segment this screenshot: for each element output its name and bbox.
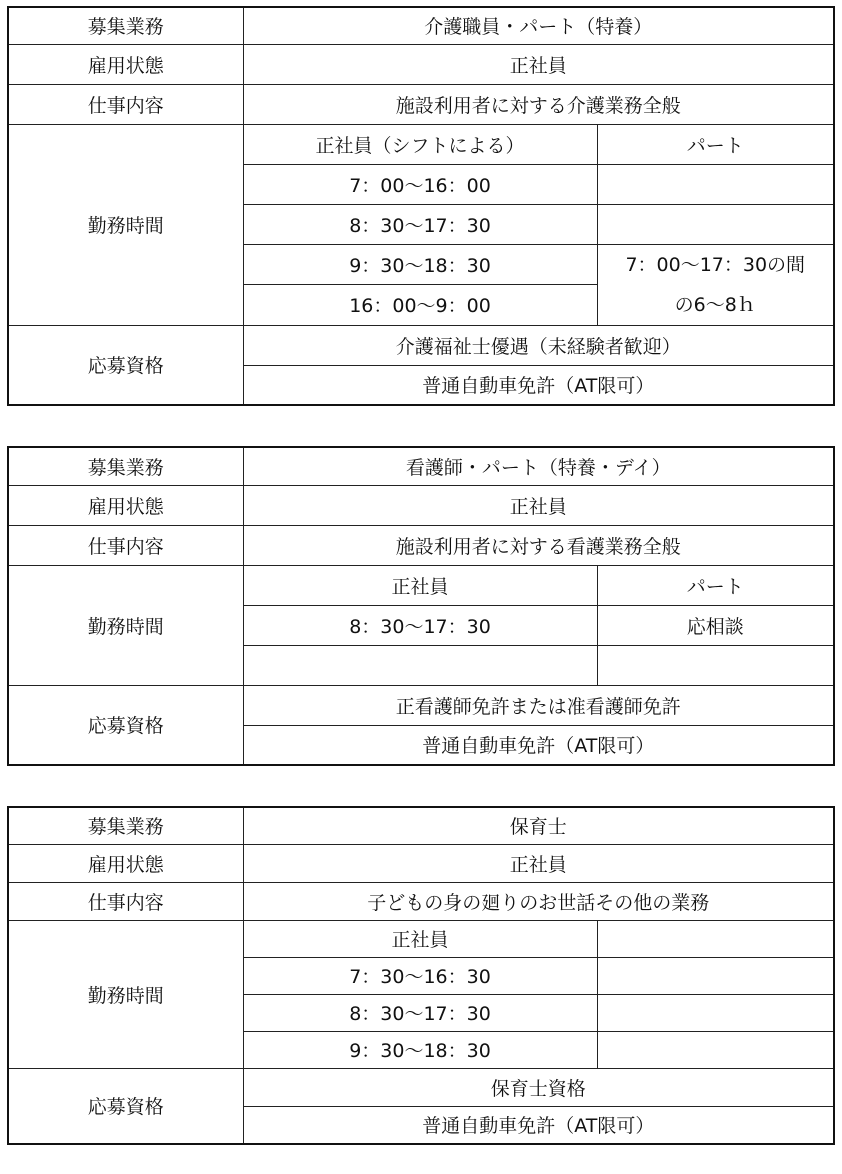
shift-time: 8：30～17：30 xyxy=(243,204,597,244)
hours-header-part: パート xyxy=(597,565,834,605)
shift-time: 8：30～17：30 xyxy=(243,994,597,1031)
job-table-nurse xyxy=(7,446,835,766)
label-content: 仕事内容 xyxy=(8,84,243,124)
label-content: 仕事内容 xyxy=(8,525,243,565)
shift-time: 8：30～17：30 xyxy=(243,605,597,645)
label-qualification: 応募資格 xyxy=(8,685,243,765)
qualification-item: 普通自動車免許（AT限可） xyxy=(243,725,834,765)
job-content: 施設利用者に対する看護業務全般 xyxy=(243,525,834,565)
part-time: 応相談 xyxy=(597,605,834,645)
label-employment: 雇用状態 xyxy=(8,844,243,882)
shift-time: 7：30～16：30 xyxy=(243,957,597,994)
part-time-empty xyxy=(597,1031,834,1068)
label-employment: 雇用状態 xyxy=(8,44,243,84)
hours-header-regular: 正社員（シフトによる） xyxy=(243,124,597,164)
job-title: 保育士 xyxy=(243,807,834,844)
qualification-item: 保育士資格 xyxy=(243,1068,834,1106)
label-hours: 勤務時間 xyxy=(8,124,243,325)
label-hours: 勤務時間 xyxy=(8,920,243,1068)
hours-header-part xyxy=(597,920,834,957)
employment-status: 正社員 xyxy=(243,44,834,84)
label-job: 募集業務 xyxy=(8,7,243,44)
part-time-empty xyxy=(597,164,834,204)
part-time-empty xyxy=(597,204,834,244)
label-employment: 雇用状態 xyxy=(8,485,243,525)
hours-header-regular: 正社員 xyxy=(243,565,597,605)
job-title: 介護職員・パート（特養） xyxy=(243,7,834,44)
qualification-item: 介護福祉士優遇（未経験者歓迎） xyxy=(243,325,834,365)
shift-time: 16：00～9：00 xyxy=(243,285,597,326)
shift-time: 9：30～18：30 xyxy=(243,244,597,285)
qualification-item: 正看護師免許または准看護師免許 xyxy=(243,685,834,725)
part-time-empty xyxy=(597,994,834,1031)
job-content: 子どもの身の廻りのお世話その他の業務 xyxy=(243,882,834,920)
label-job: 募集業務 xyxy=(8,447,243,485)
hours-header-part: パート xyxy=(597,124,834,164)
part-time-empty xyxy=(597,645,834,685)
job-table-childcare xyxy=(7,806,835,1145)
employment-status: 正社員 xyxy=(243,485,834,525)
label-qualification: 応募資格 xyxy=(8,325,243,405)
qualification-item: 普通自動車免許（AT限可） xyxy=(243,365,834,405)
label-content: 仕事内容 xyxy=(8,882,243,920)
job-content: 施設利用者に対する介護業務全般 xyxy=(243,84,834,124)
label-hours: 勤務時間 xyxy=(8,565,243,685)
job-table-care-staff xyxy=(7,6,835,406)
employment-status: 正社員 xyxy=(243,844,834,882)
job-title: 看護師・パート（特養・デイ） xyxy=(243,447,834,485)
shift-time: 7：00～16：00 xyxy=(243,164,597,204)
label-qualification: 応募資格 xyxy=(8,1068,243,1144)
label-job: 募集業務 xyxy=(8,807,243,844)
shift-time-empty xyxy=(243,645,597,685)
part-time-line: 7：00～17：30の間 xyxy=(625,253,806,276)
shift-time: 9：30～18：30 xyxy=(243,1031,597,1068)
hours-header-regular: 正社員 xyxy=(243,920,597,957)
part-time-empty xyxy=(597,957,834,994)
part-time-line: の6～8ｈ xyxy=(674,293,756,316)
qualification-item: 普通自動車免許（AT限可） xyxy=(243,1106,834,1144)
part-time-range xyxy=(597,244,834,325)
